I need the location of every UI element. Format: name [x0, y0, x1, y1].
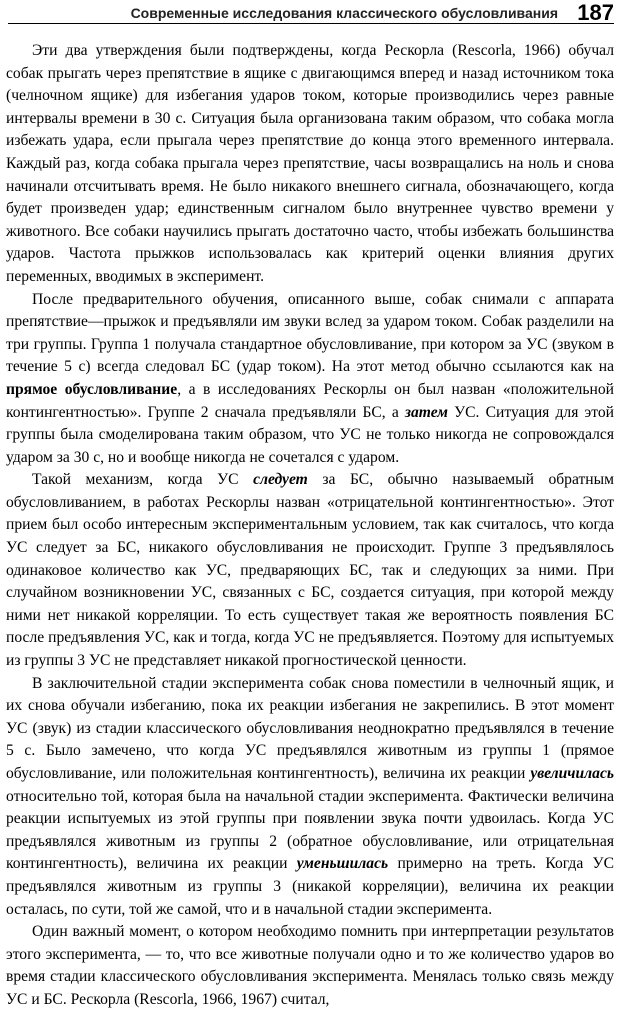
paragraph-3 — [6, 469, 614, 672]
paragraph-1: Эти два утверждения были подтверждены, когда Рескорла (Rescorla, 1966) обучал собак прыгать через препятствие в ящике с двигающимся вперед и назад источником тока (челночном ящике) для избегания ударов током, которые производились через равные интервалы времени в 30 с. Ситуация была организована таким образом, что собака могла избежать удара, если прыгала через препятствие до конца этого временного интервала. Каждый раз, когда собака прыгала через препятствие, часы возвращались на ноль и снова начинали отсчитывать время. Не было никакого внешнего сигнала, обозначающего, когда будет произведен удар; единственным сигналом было внутреннее чувство времени у животного. Все собаки научились прыгать достаточно часто, чтобы избежать большинства ударов. Частота прыжков использовалась как критерий оценки влияния других переменных, вводимых в эксперимент. — [6, 42, 614, 285]
paragraph-5: Один важный момент, о котором необходимо помнить при интерпретации результатов этого эксперимента, — то, что все животные получали одно и то же количество ударов во время стадии классического обусловливания эксперимента. Менялась только связь между УС и БС. Рескорла (Rescorla, 1966, 1967) считал, — [6, 923, 614, 1008]
paragraph-4-text-a: В заключительной стадии эксперимента собак снова поместили в челночный ящик, и их снова обучали избеганию, пока их реакции избегания не закрепились. В этот момент УС (звук) из стадии классического обусловливания неоднократно предъявлялся в течение 5 с. Было замечено, что когда УС предъявлялся животным из группы 1 (прямое обусловливание, или положительная контингентность), величина их реакции — [6, 674, 614, 782]
paragraph-2-text-e: УС. Ситуация для этой группы была смоделирована таким образом, что УС не только никогда не сопровождался ударом за 30 с, но и вообще никогда не сочетался с ударом. — [6, 403, 614, 466]
paragraph-4-text-c: относительно той, которая была на начальной стадии эксперимента. Фактически величина реакции испытуемых из этой группы при появлении звука почти удвоилась. Когда УС предъявлялся животным из группы 2 (обратное обусловливание, или отрицательная контингентность), величина их реакции — [6, 787, 614, 873]
paragraph-4-text-e: примерно на треть. Когда УС предъявлялся животным из группы 3 (никакой корреляции), величина их реакции осталась, по сути, той же самой, что и в начальной стадии эксперимента. — [6, 855, 615, 918]
paragraph-2-text-c: , а в исследованиях Рескорлы он был назван «положительной контингентностью». Группе 2 сначала предъявляли БС, а — [6, 380, 614, 421]
page-number: 187 — [577, 0, 614, 25]
paragraph-4 — [6, 673, 614, 922]
paragraph-2-text-a: После предварительного обучения, описанного выше, собак снимали с аппарата препятствие—прыжок и предъявляли им звуки вслед за ударом током. Собак разделили на три группы. Группа 1 получала стандартное обусловливание, при котором за УС (звуком в течение 5 с) всегда следовал БС (удар током). На этот метод обычно ссылаются как на — [6, 290, 614, 376]
emphasis-increased: увеличилась — [530, 765, 614, 782]
paragraph-3-text-a: Такой механизм, когда УС — [32, 471, 254, 489]
paragraph-3-text-c: за БС, обычно называемый обратным обусловливанием, в работах Рескорлы назван «отрицательной контингентностью». Этот прием был особо интересным экспериментальным условием, так как считалось, что когда УС следует за БС, никакого обусловливания не происходит. Группе 3 предъявлялось одинаковое количество как УС, предваряющих БС, так и следующих за ними. При случайном возникновении УС, связанных с БС, создается ситуация, при которой между ними нет никакой корреляции. То есть существует такая же вероятность появления БС после предъявления УС, как и тогда, когда УС не предъявляется. Поэтому для испытуемых из группы 3 УС не представляет никакой прогностической ценности. — [6, 471, 614, 670]
emphasis-decreased: уменьшилась — [296, 855, 389, 873]
term-direct-conditioning: прямое обусловливание — [6, 380, 178, 398]
chapter-title: Современные исследования классического обусловливания — [130, 5, 558, 21]
body-text — [6, 40, 614, 1012]
emphasis-follows: следует — [253, 471, 308, 489]
header-rule — [8, 23, 614, 24]
paragraph-2 — [6, 289, 614, 470]
running-header — [0, 0, 620, 30]
emphasis-then: затем — [404, 403, 448, 421]
